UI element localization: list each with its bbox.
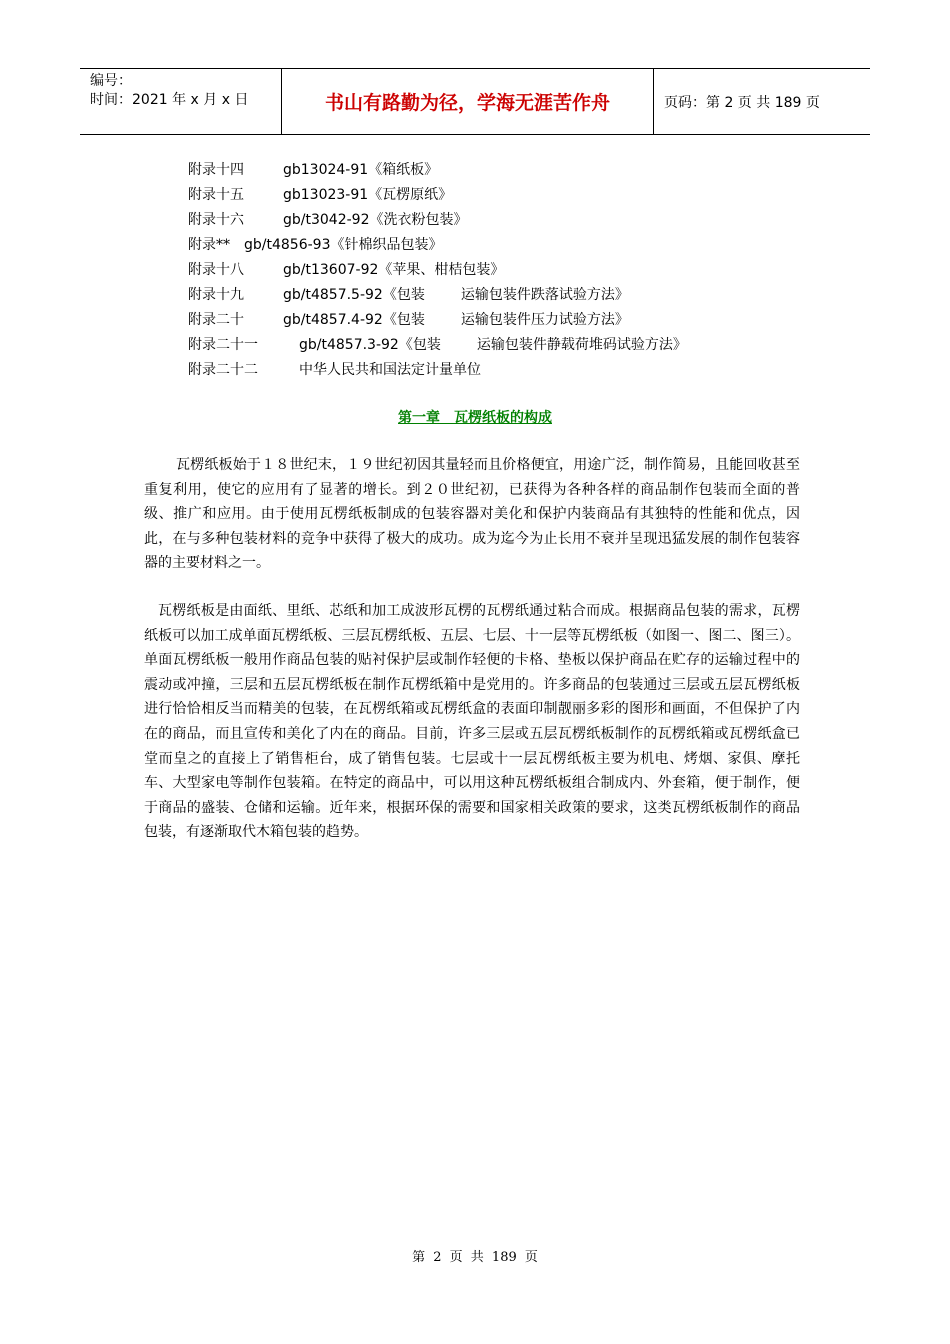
appendix-title-cont: 运输包装件跌落试验方法》 (460, 287, 629, 303)
body-paragraph: 瓦楞纸板始于１８世纪末，１９世纪初因其量轻而且价格便宜，用途广泛，制作简易，且能回收甚至重复利用，使它的应用有了显著的增长。到２０世纪初，已获得为各种各样的商品制作包装而全面的普级、推广和应用。由于使用瓦楞纸板制成的包装容器对美化和保护内装商品有其独特的性能和优点，因此，在与多种包装材料的竞争中获得了极大的成功。成为迄今为止长用不衰并呈现迅猛发展的制作包装容器的主要材料之一。 (144, 457, 800, 572)
appendix-code: gb/t4857.4-92 (283, 312, 383, 328)
appendix-code: gb/t4857.5-92 (283, 287, 383, 303)
appendix-code: gb13023-91 (283, 187, 369, 203)
appendix-item (188, 333, 687, 358)
appendix-code: gb/t4857.3-92 (299, 337, 399, 353)
appendix-item (188, 258, 687, 283)
header-page-info: 页码：第 2 页 共 189 页 (664, 94, 820, 111)
appendix-label: 附录十四 (188, 162, 244, 178)
appendix-list (188, 158, 687, 383)
appendix-label: 附录十五 (188, 187, 244, 203)
appendix-title: 《包装 (382, 287, 425, 303)
appendix-title: 中华人民共和国法定计量单位 (299, 362, 481, 378)
appendix-title: 《箱纸板》 (368, 162, 439, 178)
appendix-label: 附录二十一 (188, 337, 258, 353)
page-header (80, 68, 870, 135)
page-footer: 第 2 页 共 189 页 (412, 1250, 538, 1265)
appendix-label: 附录十九 (188, 287, 244, 303)
appendix-label: 附录二十二 (188, 362, 258, 378)
appendix-item (188, 208, 687, 233)
appendix-label: 附录二十 (188, 312, 244, 328)
appendix-item (188, 283, 687, 308)
appendix-code: gb/t13607-92 (283, 262, 379, 278)
chapter-title: 第一章 瓦楞纸板的构成 (398, 410, 552, 426)
time-label: 时间：2021 年 x 月 x 日 (90, 92, 249, 108)
appendix-item (188, 233, 687, 258)
appendix-title: 《包装 (382, 312, 425, 328)
appendix-code: gb13024-91 (283, 162, 369, 178)
appendix-label: 附录十六 (188, 212, 244, 228)
appendix-label: 附录** (188, 237, 230, 253)
appendix-title-cont: 运输包装件压力试验方法》 (460, 312, 629, 328)
appendix-title: 《洗衣粉包装》 (369, 212, 468, 228)
body-paragraph: 瓦楞纸板是由面纸、里纸、芯纸和加工成波形瓦楞的瓦楞纸通过粘合而成。根据商品包装的需求，瓦楞纸板可以加工成单面瓦楞纸板、三层瓦楞纸板、五层、七层、十一层等瓦楞纸板（如图一、图二、图三）。单面瓦楞纸板一般用作商品包装的贴衬保护层或制作轻便的卡格、垫板以保护商品在贮存的运输过程中的震动或冲撞，三层和五层瓦楞纸板在制作瓦楞纸箱中是党用的。许多商品的包装通过三层或五层瓦楞纸板进行恰恰相反当而精美的包装，在瓦楞纸箱或瓦楞纸盒的表面印制靓丽多彩的图形和画面，不但保护了内在的商品，而且宣传和美化了内在的商品。目前，许多三层或五层瓦楞纸板制作的瓦楞纸箱或瓦楞纸盒已堂而皇之的直接上了销售柜台，成了销售包装。七层或十一层瓦楞纸板主要为机电、烤烟、家俱、摩托车、大型家电等制作包装箱。在特定的商品中，可以用这种瓦楞纸板组合制成内、外套箱，便于制作，便于商品的盛装、仓储和运输。近年来，根据环保的需要和国家相关政策的要求，这类瓦楞纸板制作的商品包装，有逐渐取代木箱包装的趋势。 (144, 603, 800, 841)
appendix-title: 《苹果、柑桔包装》 (378, 262, 505, 278)
appendix-code: gb/t4856-93 (244, 237, 331, 253)
appendix-title: 《针棉织品包装》 (330, 237, 443, 253)
header-meta (80, 69, 282, 134)
appendix-label: 附录十八 (188, 262, 244, 278)
number-label: 编号： (90, 73, 132, 89)
appendix-title-cont: 运输包装件静载荷堆码试验方法》 (476, 337, 687, 353)
appendix-item (188, 308, 687, 333)
appendix-item (188, 358, 687, 383)
appendix-item (188, 183, 687, 208)
appendix-title: 《包装 (398, 337, 441, 353)
header-motto: 书山有路勤为径，学海无涯苦作舟 (282, 69, 654, 134)
appendix-title: 《瓦楞原纸》 (368, 187, 453, 203)
appendix-item (188, 158, 687, 183)
appendix-code: gb/t3042-92 (283, 212, 370, 228)
